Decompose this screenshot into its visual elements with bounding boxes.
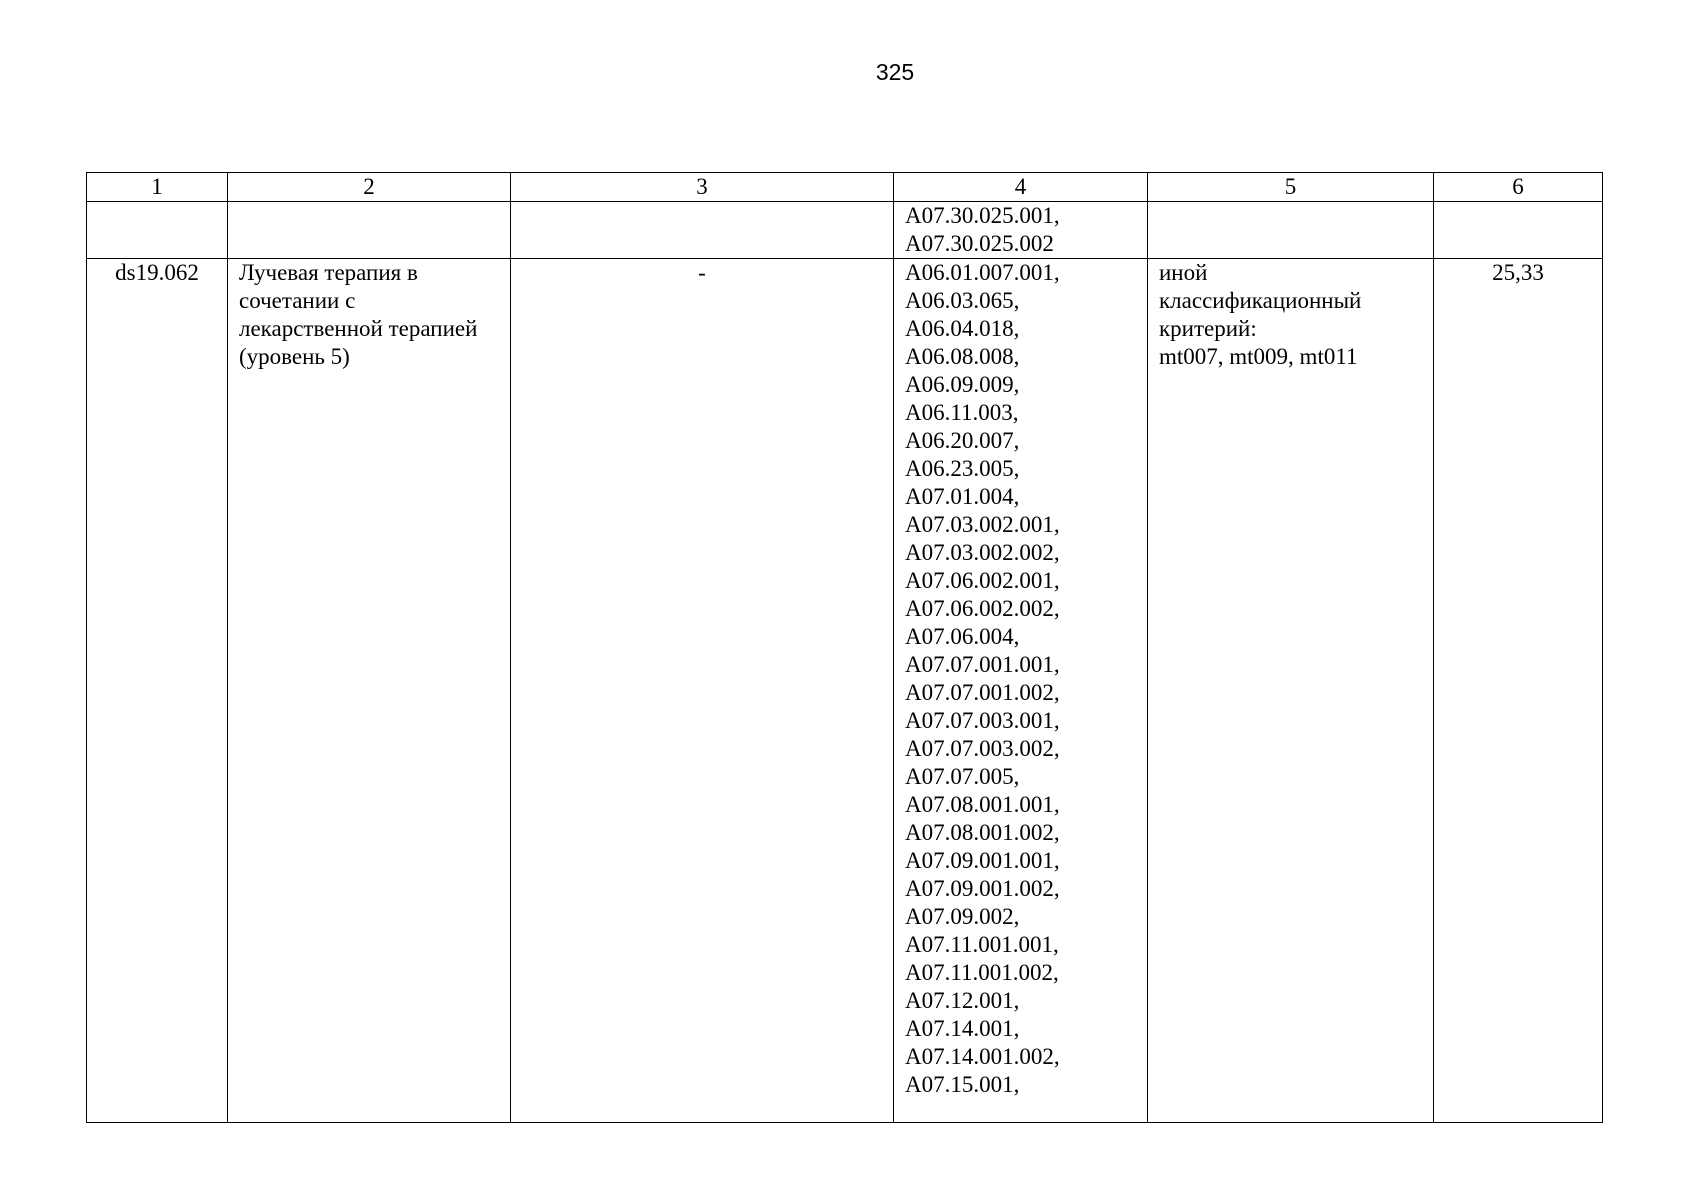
service-code: A07.08.001.001, <box>905 792 1060 817</box>
column-header-1: 1 <box>87 173 228 202</box>
criteria-line: классификационный <box>1159 288 1362 313</box>
service-code: A06.09.009, <box>905 372 1020 397</box>
service-code: A06.11.003, <box>905 400 1019 425</box>
service-code: A06.01.007.001, <box>905 260 1060 285</box>
service-code: A07.08.001.002, <box>905 820 1060 845</box>
column-header-4: 4 <box>894 173 1148 202</box>
service-code: A07.09.001.002, <box>905 876 1060 901</box>
group-name-line: сочетании с <box>239 288 356 313</box>
service-code: A07.14.001.002, <box>905 1044 1060 1069</box>
service-code: A06.03.065, <box>905 288 1020 313</box>
continuation-cell-code <box>87 202 228 259</box>
coefficient-cell: 25,33 <box>1434 259 1603 1123</box>
service-code: A06.20.007, <box>905 428 1020 453</box>
criteria-cell <box>1148 259 1434 1123</box>
service-code: A07.03.002.001, <box>905 512 1060 537</box>
column-header-2: 2 <box>228 173 511 202</box>
service-code: A07.09.001.001, <box>905 848 1060 873</box>
service-code: A07.09.002, <box>905 904 1020 929</box>
group-name-cell <box>228 259 511 1123</box>
service-code: A07.15.001, <box>905 1072 1020 1097</box>
criteria-line: mt007, mt009, mt011 <box>1159 344 1358 369</box>
service-code: A07.30.025.002 <box>905 231 1054 256</box>
continuation-row <box>87 202 1603 259</box>
service-code: A07.07.003.002, <box>905 736 1060 761</box>
service-code: A06.08.008, <box>905 344 1020 369</box>
service-code: A07.11.001.001, <box>905 932 1059 957</box>
service-code: A07.06.002.001, <box>905 568 1060 593</box>
continuation-cell-coefficient <box>1434 202 1603 259</box>
group-name-line: лекарственной терапией <box>239 316 478 341</box>
service-code: A07.07.001.001, <box>905 652 1060 677</box>
service-code: A07.07.003.001, <box>905 708 1060 733</box>
service-code: A07.06.002.002, <box>905 596 1060 621</box>
service-code: A07.30.025.001, <box>905 203 1060 228</box>
criteria-line: иной <box>1159 260 1208 285</box>
document-table <box>86 172 1603 1123</box>
group-name-line: Лучевая терапия в <box>239 260 418 285</box>
service-code: A06.23.005, <box>905 456 1020 481</box>
service-code: A07.07.001.002, <box>905 680 1060 705</box>
service-code: A07.07.005, <box>905 764 1020 789</box>
continuation-cell-3 <box>511 202 894 259</box>
service-code: A07.11.001.002, <box>905 960 1059 985</box>
continuation-cell-codes <box>894 202 1148 259</box>
service-codes-cell <box>894 259 1148 1123</box>
service-code: A07.03.002.002, <box>905 540 1060 565</box>
page-number: 325 <box>875 59 915 85</box>
service-code: A07.06.004, <box>905 624 1020 649</box>
column-header-3: 3 <box>511 173 894 202</box>
service-code: A06.04.018, <box>905 316 1020 341</box>
diagnosis-cell: - <box>511 259 894 1123</box>
service-code: A07.12.001, <box>905 988 1020 1013</box>
group-name-line: (уровень 5) <box>239 344 350 369</box>
service-code: A07.14.001, <box>905 1016 1020 1041</box>
group-code-cell: ds19.062 <box>87 259 228 1123</box>
column-header-6: 6 <box>1434 173 1603 202</box>
column-header-5: 5 <box>1148 173 1434 202</box>
table-header-row <box>87 173 1603 202</box>
table-row <box>87 259 1603 1123</box>
continuation-cell-criteria <box>1148 202 1434 259</box>
criteria-line: критерий: <box>1159 316 1257 341</box>
service-code: A07.01.004, <box>905 484 1020 509</box>
continuation-cell-name <box>228 202 511 259</box>
